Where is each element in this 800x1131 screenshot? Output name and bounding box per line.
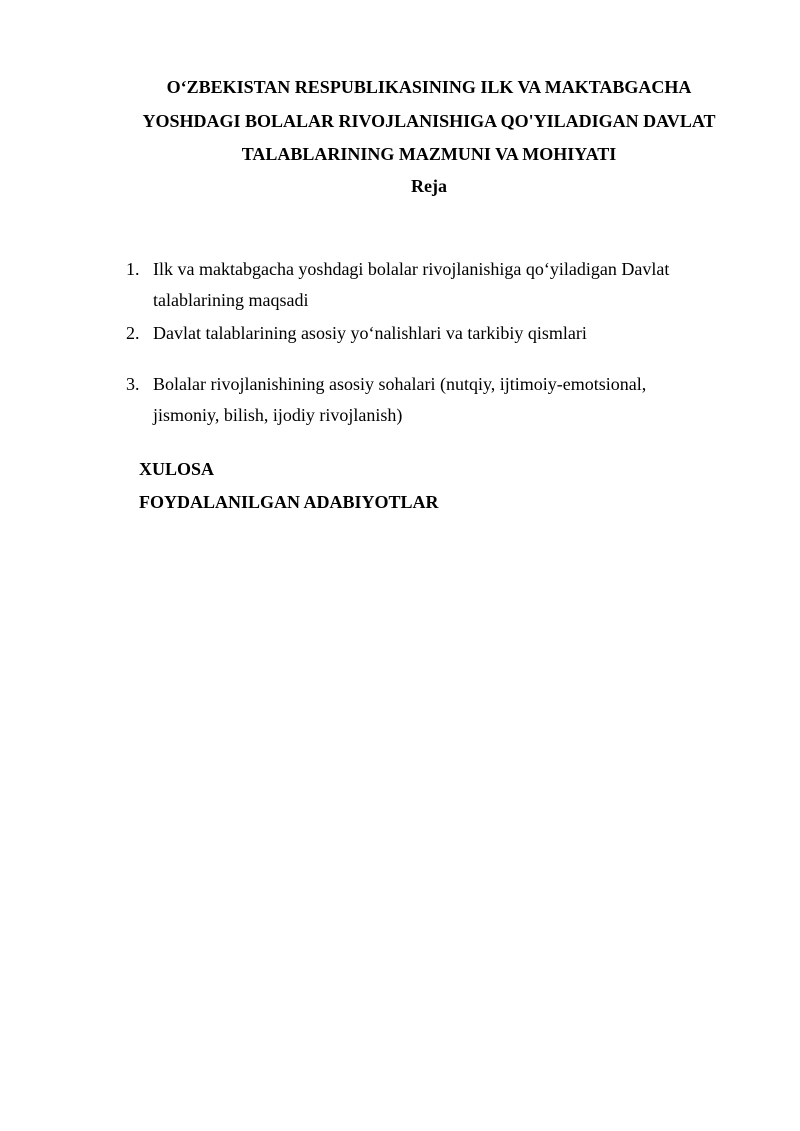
plan-item-number: 3. (126, 374, 140, 394)
plan-item-text-line: Davlat talablarining asosiy yo‘nalishlari va tarkibiy qismlari (153, 323, 587, 343)
plan-item-text-line: Bolalar rivojlanishining asosiy sohalari (nutqiy, ijtimoiy-emotsional, (153, 374, 647, 394)
conclusion-heading: XULOSA (139, 459, 215, 479)
plan-item-text-line: jismoniy, bilish, ijodiy rivojlanish) (153, 405, 403, 425)
plan-heading: Reja (411, 176, 447, 196)
document-title-line-3: TALABLARINING MAZMUNI VA MOHIYATI (241, 144, 617, 164)
plan-item-text-line: talablarining maqsadi (153, 290, 309, 310)
plan-item-number: 1. (126, 259, 140, 279)
references-heading: FOYDALANILGAN ADABIYOTLAR (139, 492, 439, 512)
plan-item-text-line: Ilk va maktabgacha yoshdagi bolalar rivojlanishiga qo‘yiladigan Davlat (153, 259, 670, 279)
document-title-line-1: O‘ZBEKISTAN RESPUBLIKASINING ILK VA MAKTABGACHA (166, 77, 692, 97)
document-title-line-2: YOSHDAGI BOLALAR RIVOJLANISHIGA QO'YILADIGAN DAVLAT (142, 111, 716, 131)
plan-item-number: 2. (126, 323, 140, 343)
